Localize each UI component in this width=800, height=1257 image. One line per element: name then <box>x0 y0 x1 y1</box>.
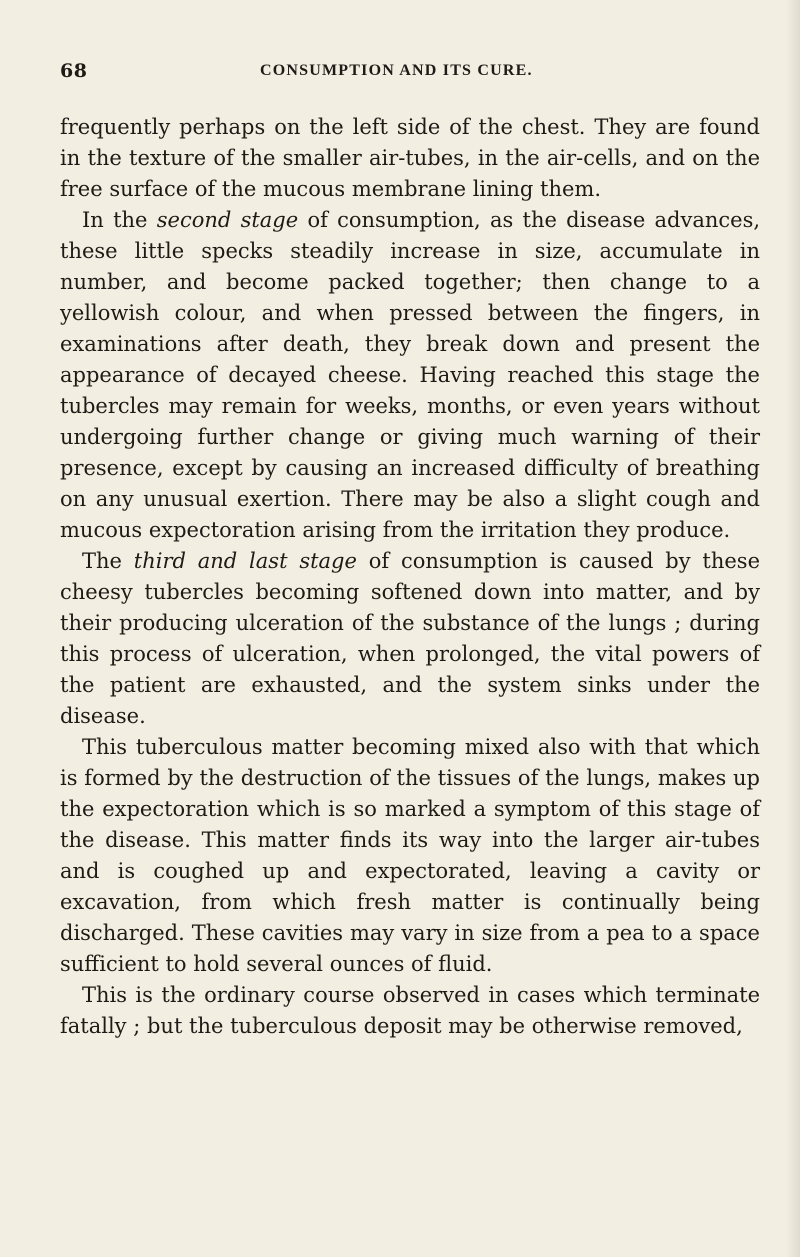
paragraph-3-body: of consumption is caused by these cheesy tubercles becoming softened down into matter, and by their producing ulceration of the substance of the lungs ; during this process of ulceration, when prolonged, the vital powers of the patient are exhausted, and the system sinks under the disease. <box>60 549 760 728</box>
paragraph-5: This is the ordinary course observed in cases which terminate fatally ; but the tuberculous deposit may be otherwise removed, <box>60 983 760 1038</box>
page-edge-shadow <box>786 0 800 1257</box>
paragraph-3 <box>60 546 760 732</box>
running-title: CONSUMPTION AND ITS CURE. <box>260 62 533 79</box>
paragraph-2-body: of consumption, as the disease advances, these little specks steadily increase in size, accumulate in number, and become packed together; then change to a yellowish colour, and when pressed between the fingers, in examinations after death, they break down and present the appearance of decayed cheese. Having reached this stage the tubercles may remain for weeks, months, or even years without undergoing further change or giving much warning of their presence, except by causing an increased difficulty of breathing on any unusual exertion. There may be also a slight cough and mucous expectoration arising from the irritation they produce. <box>60 208 761 542</box>
paragraph-3-lead: The <box>82 549 134 573</box>
paragraph-4: This tuberculous matter becoming mixed also with that which is formed by the destruction of the tissues of the lungs, makes up the expectoration which is so marked a symptom of this stage of the disease. This matter finds its way into the larger air-tubes and is coughed up and expectorated, leaving a cavity or excavation, from which fresh matter is continually being discharged. These cavities may vary in size from a pea to a space sufficient to hold several ounces of fluid. <box>60 735 760 976</box>
emphasis-third-stage: third and last stage <box>133 549 357 573</box>
body-text <box>60 112 760 1042</box>
paragraph-1: frequently perhaps on the left side of the chest. They are found in the texture of the smaller air-tubes, in the air-cells, and on the free surface of the mucous membrane lining them. <box>60 115 760 201</box>
page-header <box>60 60 760 90</box>
page-number: 68 <box>60 60 88 82</box>
paragraph-2-lead: In the <box>82 208 157 232</box>
emphasis-second-stage: second stage <box>156 208 299 232</box>
paragraph-2 <box>60 205 760 546</box>
